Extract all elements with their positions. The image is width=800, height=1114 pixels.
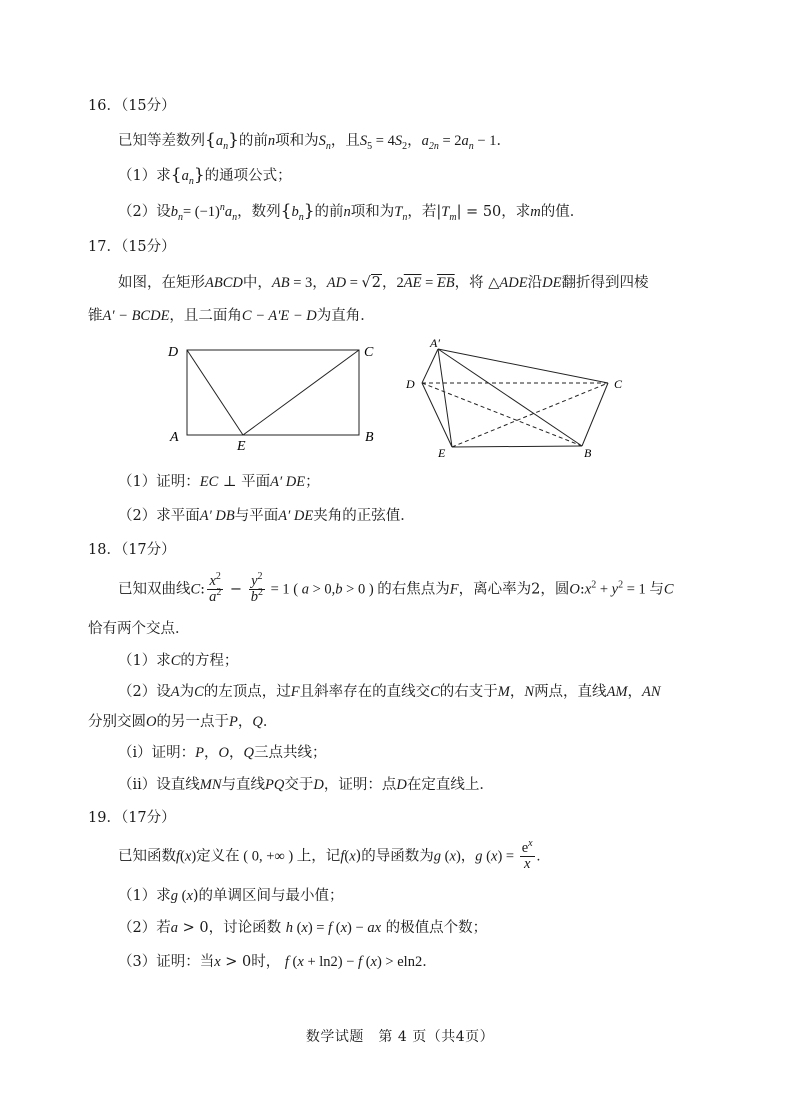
q18-part1: （1）求C的方程； <box>118 653 239 669</box>
figure-rectangle <box>160 338 390 453</box>
fig2-label-B: B <box>584 446 592 460</box>
q17-stem-line1: 如图，在矩形ABCD中，AB = 3，AD = √2，$2\overline{AE} = \overline{EB}$，将 △ADE沿DE翻折得到四棱 <box>118 275 649 291</box>
fig2-label-D: D <box>406 377 415 391</box>
fig2-label-C: C <box>614 377 623 391</box>
q18-part-i: （i）证明：P，O，Q三点共线； <box>118 745 327 761</box>
q17-heading: 17．（15分） <box>88 239 176 255</box>
figure-pyramid <box>400 335 640 460</box>
q18-stem-line1: 已知双曲线C: $\frac{x^2}{a^2}$ − $\frac{y^2}{b^2}$ = 1 ( a > 0,b > 0 ) 的右焦点为F，离心率为2，圆$O:x^2 + y^2 = 1$ 与C <box>118 571 674 605</box>
q17-stem-line2: 锥A′ − BCDE，且二面角C − A′E − D为直角． <box>88 308 375 324</box>
fig1-label-A: A <box>170 430 179 445</box>
q18-stem-line2: 恰有两个交点． <box>88 621 190 637</box>
q17-part2: （2）求平面A′ DB与平面A′ DE夹角的正弦值． <box>118 508 415 524</box>
q19-part1: （1）求g (x)的单调区间与最小值； <box>118 888 344 904</box>
q16-part1: （1）求$\{a_n\}$的通项公式； <box>118 165 292 187</box>
q18-part2-line2: 分别交圆O的另一点于P，Q． <box>88 714 278 730</box>
fig1-label-D: D <box>168 345 179 360</box>
q19-stem: 已知函数f(x)定义在 ( 0, +∞ ) 上，记f(x)的导函数为g (x)，g (x) = $\frac{e^x}{x}$ . <box>118 838 541 872</box>
q18-part2-line1: （2）设A为C的左顶点，过F且斜率存在的直线交C的右支于M，N两点，直线AM，AN <box>118 684 661 700</box>
fig1-label-E: E <box>237 439 246 453</box>
fig2-label-A: A′ <box>430 336 440 350</box>
q17-part1: （1）证明：EC ⊥ 平面A′ DE； <box>118 474 320 490</box>
fig1-label-C: C <box>364 345 374 360</box>
q16-part2: （2）设$b_n= (-1)^na_n$，数列$\{b_n\}$的前n项和为$T_n$，若$|T_m| = 50$，求m的值． <box>118 201 585 223</box>
q18-heading: 18．（17分） <box>88 542 176 558</box>
q19-part3: （3）证明：当x > 0时， f (x + ln2) − f (x) > eln2． <box>118 954 437 970</box>
q19-heading: 19．（17分） <box>88 810 176 826</box>
fig1-label-B: B <box>365 430 374 445</box>
q19-part2: （2）若a > 0，讨论函数 h (x) = f (x) − ax 的极值点个数； <box>118 920 488 936</box>
q16-stem: 已知等差数列$\{a_n\}$的前n项和为$S_n$，且$S_5 = 4S_2$，$a_{2n} = 2a_n - 1$． <box>118 130 511 152</box>
q16-heading: 16．（15分） <box>88 98 176 114</box>
fig2-label-E: E <box>438 446 446 460</box>
page-footer: 数学试题 第 4 页（共4页） <box>305 1029 495 1045</box>
q18-part-ii: （ii）设直线MN与直线PQ交于D，证明：点D在定直线上． <box>118 777 494 793</box>
